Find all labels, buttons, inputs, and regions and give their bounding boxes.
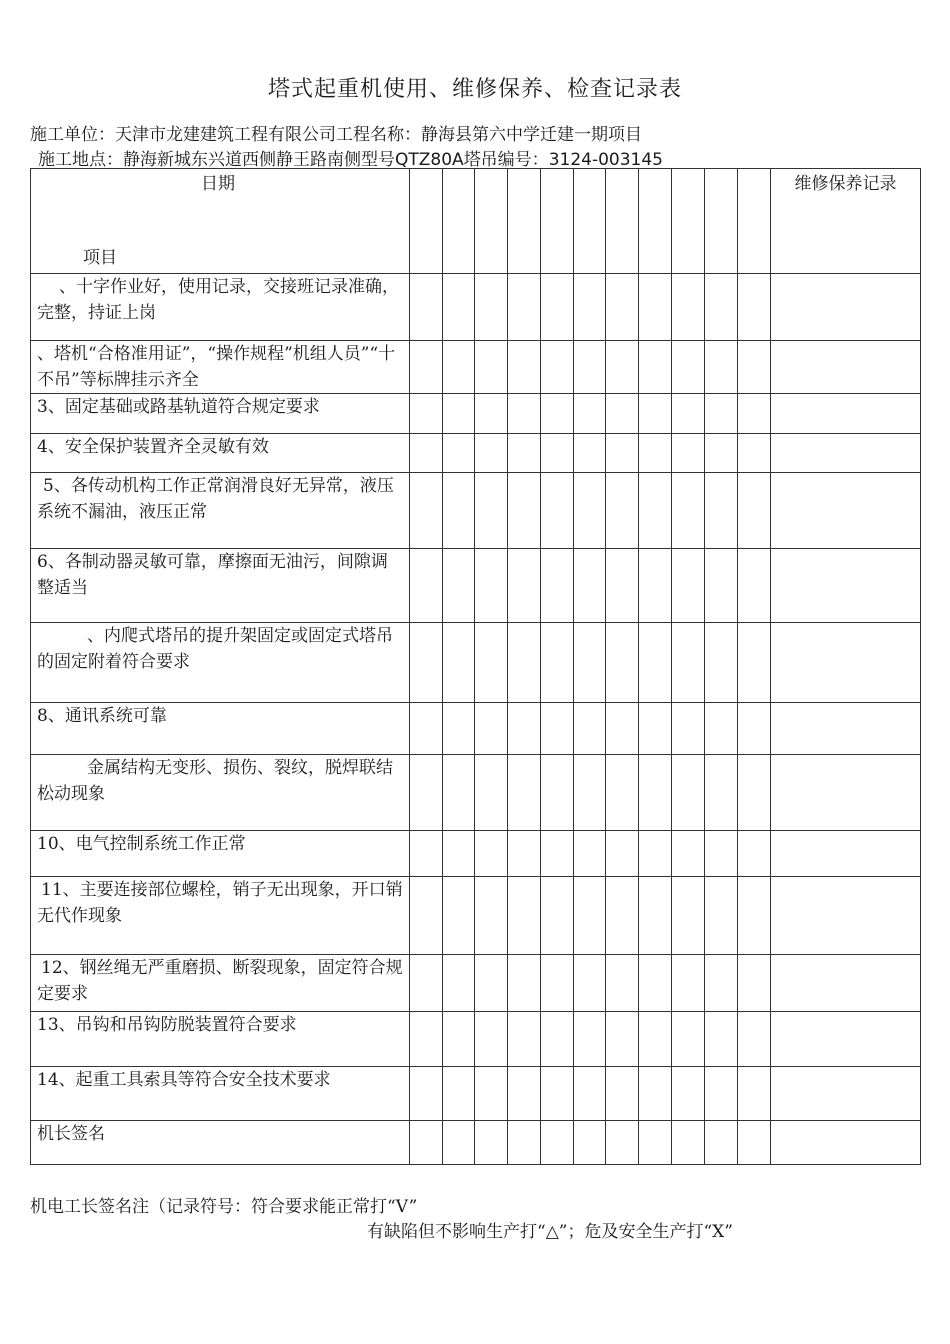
- item-cell: [31, 623, 410, 703]
- record-cell[interactable]: [771, 623, 921, 703]
- check-cell[interactable]: [606, 623, 639, 703]
- location-text: 施工地点：静海新城东兴道西侧静王路南侧型号: [38, 150, 395, 170]
- check-cell[interactable]: [574, 877, 606, 955]
- check-cell[interactable]: [574, 1012, 606, 1067]
- check-cell[interactable]: [443, 755, 475, 831]
- check-cell[interactable]: [606, 1121, 639, 1165]
- check-cell[interactable]: [574, 1121, 606, 1165]
- check-cell[interactable]: [705, 473, 738, 549]
- date-cell[interactable]: [672, 169, 705, 274]
- check-cell[interactable]: [443, 623, 475, 703]
- check-cell[interactable]: [541, 1067, 574, 1121]
- check-cell[interactable]: [738, 877, 771, 955]
- check-cell[interactable]: [508, 955, 541, 1012]
- table-row: [31, 877, 921, 955]
- check-cell[interactable]: [574, 549, 606, 623]
- check-cell[interactable]: [738, 755, 771, 831]
- check-cell[interactable]: [606, 1012, 639, 1067]
- check-cell[interactable]: [443, 434, 475, 473]
- check-cell[interactable]: [672, 703, 705, 755]
- table-row: [31, 434, 921, 473]
- item-text: 8、通讯系统可靠: [37, 706, 167, 726]
- check-cell[interactable]: [606, 703, 639, 755]
- date-cell[interactable]: [574, 169, 606, 274]
- check-cell[interactable]: [541, 955, 574, 1012]
- check-cell[interactable]: [574, 341, 606, 394]
- check-cell[interactable]: [672, 434, 705, 473]
- check-cell[interactable]: [475, 703, 508, 755]
- check-cell[interactable]: [410, 274, 443, 341]
- check-cell[interactable]: [541, 274, 574, 341]
- check-cell[interactable]: [410, 755, 443, 831]
- date-cell[interactable]: [443, 169, 475, 274]
- check-cell[interactable]: [541, 434, 574, 473]
- check-cell[interactable]: [606, 1067, 639, 1121]
- check-cell[interactable]: [705, 341, 738, 394]
- check-cell[interactable]: [738, 1012, 771, 1067]
- item-text: 5、各传动机构工作正常润滑良好无异常，液压系统不漏油，液压正常: [37, 476, 394, 522]
- check-cell[interactable]: [606, 434, 639, 473]
- check-cell[interactable]: [738, 549, 771, 623]
- check-cell[interactable]: [443, 1067, 475, 1121]
- check-cell[interactable]: [672, 1067, 705, 1121]
- check-cell[interactable]: [639, 1121, 672, 1165]
- crane-number: 3124-003145: [548, 150, 663, 170]
- check-cell[interactable]: [443, 341, 475, 394]
- table-row: [31, 341, 921, 394]
- check-cell[interactable]: [574, 831, 606, 877]
- record-cell[interactable]: [771, 274, 921, 341]
- check-cell[interactable]: [672, 1012, 705, 1067]
- check-cell[interactable]: [738, 1121, 771, 1165]
- check-cell[interactable]: [639, 473, 672, 549]
- check-cell[interactable]: [475, 473, 508, 549]
- table-row: [31, 394, 921, 434]
- header-item-cell: [31, 169, 410, 274]
- check-cell[interactable]: [410, 1012, 443, 1067]
- check-cell[interactable]: [672, 623, 705, 703]
- check-cell[interactable]: [672, 955, 705, 1012]
- item-text: 10、电气控制系统工作正常: [37, 834, 246, 854]
- item-text: 、内爬式塔吊的提升架固定或固定式塔吊的固定附着符合要求: [37, 626, 393, 672]
- check-cell[interactable]: [705, 549, 738, 623]
- item-cell: [31, 1012, 410, 1067]
- check-cell[interactable]: [541, 341, 574, 394]
- check-cell[interactable]: [508, 831, 541, 877]
- record-cell[interactable]: [771, 703, 921, 755]
- check-cell[interactable]: [574, 434, 606, 473]
- check-cell[interactable]: [443, 394, 475, 434]
- check-cell[interactable]: [443, 1012, 475, 1067]
- check-cell[interactable]: [672, 1121, 705, 1165]
- check-cell[interactable]: [410, 394, 443, 434]
- date-cell[interactable]: [410, 169, 443, 274]
- footer-note-line1: 机电工长签名注（记录符号：符合要求能正常打“V”: [30, 1197, 418, 1217]
- record-cell[interactable]: [771, 341, 921, 394]
- item-text: 3、固定基础或路基轨道符合规定要求: [37, 397, 320, 417]
- check-cell[interactable]: [574, 274, 606, 341]
- check-cell[interactable]: [738, 1067, 771, 1121]
- check-cell[interactable]: [574, 623, 606, 703]
- check-cell[interactable]: [606, 955, 639, 1012]
- check-cell[interactable]: [410, 1121, 443, 1165]
- item-cell: [31, 1121, 410, 1165]
- item-cell: [31, 877, 410, 955]
- check-cell[interactable]: [508, 703, 541, 755]
- item-cell: [31, 274, 410, 341]
- check-cell[interactable]: [672, 274, 705, 341]
- date-cell[interactable]: [639, 169, 672, 274]
- header-row: [31, 169, 921, 274]
- check-cell[interactable]: [705, 955, 738, 1012]
- check-cell[interactable]: [410, 623, 443, 703]
- check-cell[interactable]: [475, 623, 508, 703]
- item-cell: [31, 755, 410, 831]
- check-cell[interactable]: [639, 549, 672, 623]
- record-cell[interactable]: [771, 955, 921, 1012]
- record-cell[interactable]: [771, 434, 921, 473]
- check-cell[interactable]: [508, 755, 541, 831]
- check-cell[interactable]: [443, 549, 475, 623]
- check-cell[interactable]: [738, 703, 771, 755]
- check-cell[interactable]: [410, 831, 443, 877]
- item-cell: [31, 549, 410, 623]
- check-cell[interactable]: [738, 623, 771, 703]
- check-cell[interactable]: [672, 341, 705, 394]
- table-row: [31, 955, 921, 1012]
- check-cell[interactable]: [508, 394, 541, 434]
- check-cell[interactable]: [410, 341, 443, 394]
- date-cell[interactable]: [606, 169, 639, 274]
- check-cell[interactable]: [639, 341, 672, 394]
- item-text: 、塔机“合格准用证”，“操作规程”机组人员”“十不吊”等标牌挂示齐全: [37, 344, 396, 390]
- item-cell: [31, 703, 410, 755]
- check-cell[interactable]: [475, 1121, 508, 1165]
- check-cell[interactable]: [606, 274, 639, 341]
- check-cell[interactable]: [705, 831, 738, 877]
- check-cell[interactable]: [705, 755, 738, 831]
- check-cell[interactable]: [443, 274, 475, 341]
- check-cell[interactable]: [475, 955, 508, 1012]
- check-cell[interactable]: [410, 955, 443, 1012]
- item-text: 机长签名: [37, 1124, 105, 1144]
- item-text: 、十字作业好，使用记录，交接班记录准确，完整，持证上岗: [37, 277, 399, 323]
- header-item: 项目: [83, 248, 117, 268]
- check-cell[interactable]: [410, 473, 443, 549]
- check-cell[interactable]: [705, 1121, 738, 1165]
- check-cell[interactable]: [541, 623, 574, 703]
- record-cell[interactable]: [771, 1121, 921, 1165]
- check-cell[interactable]: [705, 623, 738, 703]
- item-text: 6、各制动器灵敏可靠，摩擦面无油污，间隙调整适当: [37, 552, 388, 598]
- check-cell[interactable]: [639, 274, 672, 341]
- record-cell[interactable]: [771, 877, 921, 955]
- record-cell[interactable]: [771, 394, 921, 434]
- check-cell[interactable]: [639, 831, 672, 877]
- item-cell: [31, 831, 410, 877]
- check-cell[interactable]: [606, 877, 639, 955]
- check-cell[interactable]: [541, 1012, 574, 1067]
- check-cell[interactable]: [508, 623, 541, 703]
- crane-number-label: 塔吊编号：: [463, 150, 549, 170]
- item-text: 13、吊钩和吊钩防脱装置符合要求: [37, 1015, 297, 1035]
- check-cell[interactable]: [639, 1067, 672, 1121]
- check-cell[interactable]: [738, 955, 771, 1012]
- item-cell: [31, 434, 410, 473]
- check-cell[interactable]: [672, 473, 705, 549]
- check-cell[interactable]: [508, 1067, 541, 1121]
- record-cell[interactable]: [771, 549, 921, 623]
- check-cell[interactable]: [639, 434, 672, 473]
- check-cell[interactable]: [475, 1067, 508, 1121]
- table-row: [31, 703, 921, 755]
- table-row: [31, 549, 921, 623]
- record-cell[interactable]: [771, 1067, 921, 1121]
- check-cell[interactable]: [443, 1121, 475, 1165]
- check-cell[interactable]: [541, 831, 574, 877]
- item-text: 11、主要连接部位螺栓，销子无出现象，开口销无代作现象: [37, 880, 403, 926]
- item-text: 4、安全保护装置齐全灵敏有效: [37, 437, 269, 457]
- check-cell[interactable]: [738, 473, 771, 549]
- check-cell[interactable]: [672, 877, 705, 955]
- check-cell[interactable]: [705, 1067, 738, 1121]
- check-cell[interactable]: [672, 755, 705, 831]
- check-cell[interactable]: [606, 831, 639, 877]
- check-cell[interactable]: [410, 877, 443, 955]
- check-cell[interactable]: [508, 434, 541, 473]
- table-row: [31, 831, 921, 877]
- check-cell[interactable]: [475, 831, 508, 877]
- item-cell: [31, 1067, 410, 1121]
- check-cell[interactable]: [541, 394, 574, 434]
- table-row: [31, 274, 921, 341]
- check-cell[interactable]: [574, 473, 606, 549]
- check-cell[interactable]: [508, 473, 541, 549]
- check-cell[interactable]: [574, 1067, 606, 1121]
- date-cell[interactable]: [508, 169, 541, 274]
- check-cell[interactable]: [705, 394, 738, 434]
- check-cell[interactable]: [475, 341, 508, 394]
- check-cell[interactable]: [606, 549, 639, 623]
- table-row: [31, 1121, 921, 1165]
- check-cell[interactable]: [443, 831, 475, 877]
- check-cell[interactable]: [705, 434, 738, 473]
- record-cell[interactable]: [771, 755, 921, 831]
- check-cell[interactable]: [705, 877, 738, 955]
- check-cell[interactable]: [705, 703, 738, 755]
- company-project-line: 施工单位：天津市龙建建筑工程有限公司工程名称：静海县第六中学迁建一期项目: [30, 125, 642, 145]
- date-cell[interactable]: [738, 169, 771, 274]
- check-cell[interactable]: [475, 434, 508, 473]
- check-cell[interactable]: [738, 434, 771, 473]
- inspection-table: [30, 168, 921, 1165]
- check-cell[interactable]: [606, 394, 639, 434]
- record-cell[interactable]: [771, 1012, 921, 1067]
- check-cell[interactable]: [672, 394, 705, 434]
- check-cell[interactable]: [410, 434, 443, 473]
- check-cell[interactable]: [574, 955, 606, 1012]
- check-cell[interactable]: [508, 341, 541, 394]
- item-text: 金属结构无变形、损伤、裂纹，脱焊联结松动现象: [37, 758, 393, 804]
- check-cell[interactable]: [475, 755, 508, 831]
- check-cell[interactable]: [639, 955, 672, 1012]
- table-row: [31, 473, 921, 549]
- item-text: 12、钢丝绳无严重磨损、断裂现象，固定符合规定要求: [37, 958, 403, 1004]
- check-cell[interactable]: [639, 1012, 672, 1067]
- check-cell[interactable]: [475, 394, 508, 434]
- check-cell[interactable]: [639, 623, 672, 703]
- item-cell: [31, 955, 410, 1012]
- check-cell[interactable]: [738, 394, 771, 434]
- header-date: 日期: [201, 174, 235, 194]
- check-cell[interactable]: [541, 877, 574, 955]
- header-record: 维修保养记录: [771, 169, 921, 274]
- check-cell[interactable]: [443, 473, 475, 549]
- check-cell[interactable]: [475, 877, 508, 955]
- check-cell[interactable]: [443, 955, 475, 1012]
- location-model-line: [38, 145, 663, 170]
- table-row: [31, 755, 921, 831]
- check-cell[interactable]: [508, 274, 541, 341]
- table-row: [31, 1012, 921, 1067]
- item-cell: [31, 473, 410, 549]
- date-cell[interactable]: [475, 169, 508, 274]
- table-row: [31, 623, 921, 703]
- check-cell[interactable]: [606, 341, 639, 394]
- check-cell[interactable]: [443, 877, 475, 955]
- date-cell[interactable]: [541, 169, 574, 274]
- check-cell[interactable]: [410, 703, 443, 755]
- check-cell[interactable]: [475, 1012, 508, 1067]
- item-text: 14、起重工具索具等符合安全技术要求: [37, 1070, 331, 1090]
- check-cell[interactable]: [541, 755, 574, 831]
- footer-note-line2: 有缺陷但不影响生产打“△”；危及安全生产打“X”: [367, 1222, 733, 1242]
- check-cell[interactable]: [738, 831, 771, 877]
- check-cell[interactable]: [705, 274, 738, 341]
- date-cell[interactable]: [705, 169, 738, 274]
- check-cell[interactable]: [672, 831, 705, 877]
- check-cell[interactable]: [705, 1012, 738, 1067]
- check-cell[interactable]: [574, 394, 606, 434]
- model-number: QTZ80A: [395, 150, 464, 170]
- check-cell[interactable]: [639, 394, 672, 434]
- check-cell[interactable]: [508, 877, 541, 955]
- check-cell[interactable]: [410, 549, 443, 623]
- check-cell[interactable]: [541, 473, 574, 549]
- check-cell[interactable]: [541, 1121, 574, 1165]
- record-cell[interactable]: [771, 473, 921, 549]
- record-cell[interactable]: [771, 831, 921, 877]
- check-cell[interactable]: [574, 755, 606, 831]
- item-cell: [31, 341, 410, 394]
- check-cell[interactable]: [606, 473, 639, 549]
- check-cell[interactable]: [672, 549, 705, 623]
- check-cell[interactable]: [443, 703, 475, 755]
- check-cell[interactable]: [410, 1067, 443, 1121]
- check-cell[interactable]: [541, 703, 574, 755]
- check-cell[interactable]: [606, 755, 639, 831]
- check-cell[interactable]: [738, 274, 771, 341]
- check-cell[interactable]: [639, 755, 672, 831]
- item-cell: [31, 394, 410, 434]
- page-title: 塔式起重机使用、维修保养、检查记录表: [267, 77, 682, 102]
- check-cell[interactable]: [639, 703, 672, 755]
- check-cell[interactable]: [475, 549, 508, 623]
- check-cell[interactable]: [508, 549, 541, 623]
- check-cell[interactable]: [508, 1012, 541, 1067]
- check-cell[interactable]: [574, 703, 606, 755]
- check-cell[interactable]: [738, 341, 771, 394]
- check-cell[interactable]: [475, 274, 508, 341]
- check-cell[interactable]: [541, 549, 574, 623]
- check-cell[interactable]: [639, 877, 672, 955]
- check-cell[interactable]: [508, 1121, 541, 1165]
- table-row: [31, 1067, 921, 1121]
